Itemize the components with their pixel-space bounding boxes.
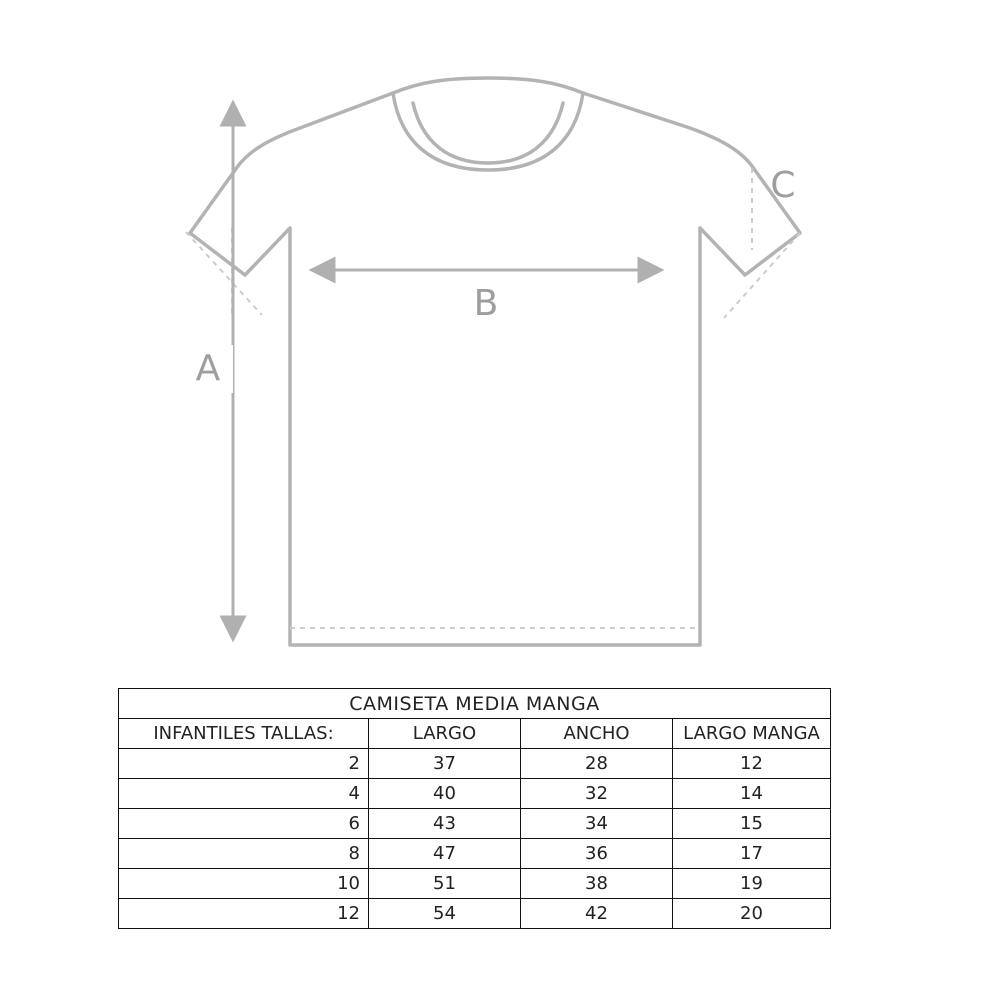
dimension-label-c: C	[770, 165, 796, 206]
cell-ancho: 28	[521, 749, 673, 779]
table-row	[119, 869, 831, 899]
cell-manga: 19	[673, 869, 831, 899]
dimension-label-b: B	[473, 283, 499, 324]
cell-ancho: 34	[521, 809, 673, 839]
cell-largo: 40	[369, 779, 521, 809]
cell-manga: 14	[673, 779, 831, 809]
cell-talla: 12	[119, 899, 369, 929]
cell-talla: 4	[119, 779, 369, 809]
cell-ancho: 42	[521, 899, 673, 929]
table-title: CAMISETA MEDIA MANGA	[119, 689, 831, 719]
cell-ancho: 32	[521, 779, 673, 809]
cell-manga: 12	[673, 749, 831, 779]
cell-talla: 8	[119, 839, 369, 869]
cell-ancho: 38	[521, 869, 673, 899]
tshirt-outline	[190, 78, 800, 645]
cell-talla: 2	[119, 749, 369, 779]
table-row	[119, 899, 831, 929]
table-row	[119, 809, 831, 839]
cell-largo: 47	[369, 839, 521, 869]
cell-largo: 51	[369, 869, 521, 899]
cell-largo: 54	[369, 899, 521, 929]
size-table-container	[118, 688, 830, 929]
table-title-row	[119, 689, 831, 719]
cell-talla: 10	[119, 869, 369, 899]
header-largo-manga: LARGO MANGA	[673, 719, 831, 749]
size-table	[118, 688, 831, 929]
header-ancho: ANCHO	[521, 719, 673, 749]
table-row	[119, 779, 831, 809]
cell-manga: 15	[673, 809, 831, 839]
table-row	[119, 749, 831, 779]
table-header-row	[119, 719, 831, 749]
header-tallas: INFANTILES TALLAS:	[119, 719, 369, 749]
cell-manga: 17	[673, 839, 831, 869]
cell-talla: 6	[119, 809, 369, 839]
table-row	[119, 839, 831, 869]
header-largo: LARGO	[369, 719, 521, 749]
cell-manga: 20	[673, 899, 831, 929]
cell-largo: 37	[369, 749, 521, 779]
cell-largo: 43	[369, 809, 521, 839]
cell-ancho: 36	[521, 839, 673, 869]
dimension-label-a: A	[195, 348, 221, 389]
